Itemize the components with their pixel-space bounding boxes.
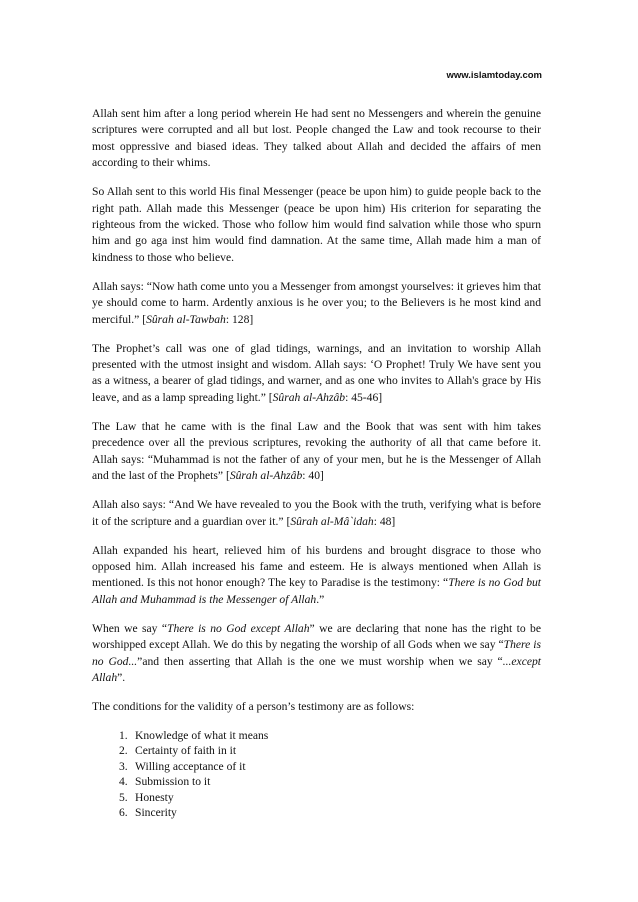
list-item-text: Certainty of faith in it [135,744,237,758]
paragraph-7-text: Allah expanded his heart, relieved him of his burdens and brought disgrace to those who opposed him. Allah increased his fame and esteem. He is always mentioned when Allah is mentioned. Is this not honor enough? The key to Paradise is the testimony: “ [92,543,541,590]
paragraph-8-quote-3: ...except Allah [92,654,542,684]
paragraph-8 [92,621,541,687]
paragraph-9: The conditions for the validity of a person’s testimony are as follows: [92,699,415,713]
paragraph-8-d: ”. [117,670,126,684]
list-item-text: Honesty [135,790,174,804]
paragraph-3-reference: Sûrah al-Tawbah [146,312,226,326]
paragraph-6 [92,497,541,530]
paragraph-4-end: : 45-46] [345,390,383,404]
paragraph-8-quote-2: There is no God... [92,638,542,668]
paragraph-1: Allah sent him after a long period wherein He had sent no Messengers and wherein the genuine scriptures were corrupted and all but lost. People changed the Law and took recourse to their most oppressive and biased ideas. They talked about Allah and decided the affairs of men according to their whims. [92,107,541,170]
list-item [119,790,541,805]
paragraph-6-end: : 48] [373,514,396,528]
paragraph-3-end: : 128] [225,312,254,326]
paragraph-4 [92,341,541,407]
list-item [119,774,541,789]
list-item [119,743,541,758]
paragraph-8-b: ” we are declaring that none has the right to be worshipped except Allah. We do this by negating the worship of all Gods when we say “ [92,621,541,652]
paragraph-7-end: .” [316,592,325,606]
document-body [92,106,541,820]
paragraph-6-reference: Sûrah al-Mâ`idah [290,514,374,528]
paragraph-8-quote-1: There is no God except Allah [167,621,310,635]
list-item-number: 6. [119,805,128,819]
paragraph-5 [92,419,541,485]
paragraph-4-text: The Prophet’s call was one of glad tidings, warnings, and an invitation to worship Allah presented with the utmost insight and wisdom. Allah says: ‘O Prophet! Truly We have sent you as a witness, a bearer of glad tidings, and warner, and as one who invites to Allah's grace by His leave, and as a lamp spreading light.” [ [92,341,541,404]
list-item-number: 4. [119,775,128,789]
list-item [119,759,541,774]
paragraph-8-c: ”and then asserting that Allah is the one we must worship when we say “ [137,654,503,668]
paragraph-8-a: When we say “ [92,621,168,635]
list-item-number: 5. [119,790,128,804]
list-item-text: Willing acceptance of it [135,759,246,773]
list-item-number: 2. [119,744,128,758]
paragraph-7 [92,543,541,609]
conditions-list [92,728,541,820]
paragraph-6-text: Allah also says: “And We have revealed to you the Book with the truth, verifying what is before it of the scripture and a guardian over it.” [ [92,498,541,528]
paragraph-3 [92,279,541,328]
list-item [119,805,541,820]
paragraph-3-text: Allah says: “Now hath come unto you a Messenger from amongst yourselves: it grieves him that ye should come to harm. Ardently anxious is he over you; to the Believers is he most kind and merciful.” [ [92,279,541,326]
paragraph-7-quote: There is no God but Allah and Muhammad is the Messenger of Allah [92,576,542,606]
list-item-text: Knowledge of what it means [135,728,269,742]
list-item-text: Sincerity [135,805,177,819]
list-item-number: 3. [119,759,128,773]
paragraph-2: So Allah sent to this world His final Messenger (peace be upon him) to guide people back to the right path. Allah made this Messenger (peace be upon him) His criterion for separating the righteous from the wicked. Those who follow him would find salvation while those who spurn him and go aga inst him would find damnation. At the same time, Allah made him a man of kindness to those who believe. [92,185,541,264]
list-item [119,728,541,743]
paragraph-5-text: The Law that he came with is the final Law and the Book that was sent with him takes precedence over all the previous scriptures, revoking the authority of all that came before it. Allah says: “Muhammad is not the father of any of your men, but he is the Messenger of Allah and the last of the Prophets” [ [92,419,541,483]
paragraph-4-reference: Sûrah al-Ahzâb [272,390,346,404]
list-item-text: Submission to it [135,775,211,789]
header-url: www.islamtoday.com [446,70,542,81]
paragraph-5-end: : 40] [302,469,324,483]
paragraph-5-reference: Sûrah al-Ahzâb [229,469,303,483]
list-item-number: 1. [119,728,128,742]
